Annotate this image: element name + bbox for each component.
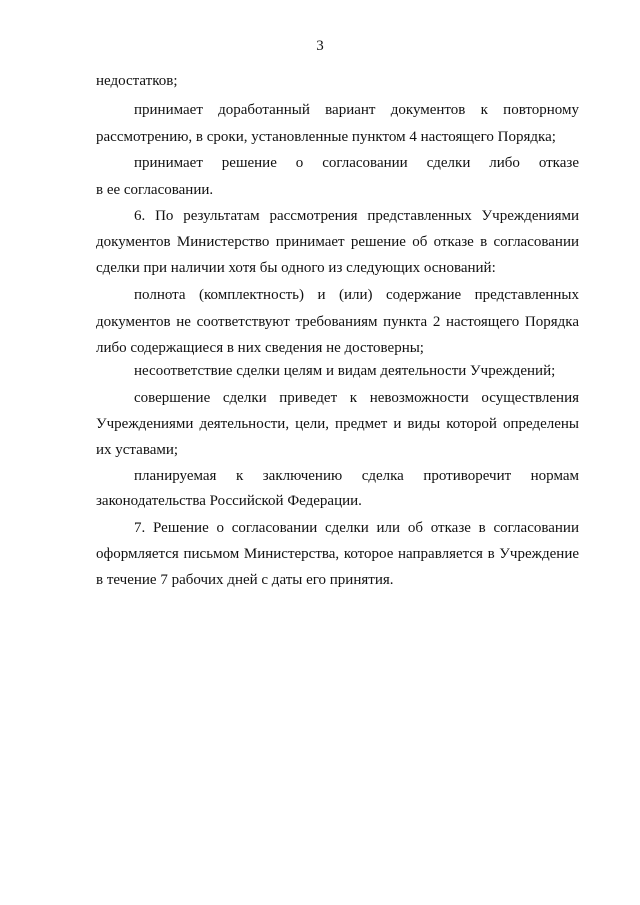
- text-line: документов Министерство принимает решение об отказе в согласовании: [96, 234, 579, 250]
- text-line: либо содержащиеся в них сведения не достоверны;: [96, 340, 424, 356]
- text-line: в ее согласовании.: [96, 182, 214, 198]
- text-line: совершение сделки приведет к невозможности осуществления: [134, 390, 579, 406]
- text-line: документов не соответствуют требованиям пункта 2 настоящего Порядка: [96, 314, 579, 330]
- text-line: Учреждениями деятельности, цели, предмет и виды которой определены: [96, 416, 579, 432]
- text-line: оформляется письмом Министерства, которое направляется в Учреждение: [96, 546, 579, 562]
- text-line: сделки при наличии хотя бы одного из следующих оснований:: [96, 260, 496, 276]
- text-line: в течение 7 рабочих дней с даты его принятия.: [96, 572, 394, 588]
- text-line: планируемая к заключению сделка противоречит нормам: [134, 468, 579, 484]
- text-line: несоответствие сделки целям и видам деятельности Учреждений;: [134, 363, 556, 379]
- text-line: принимает доработанный вариант документов к повторному: [134, 102, 579, 118]
- text-line: законодательства Российской Федерации.: [96, 493, 362, 509]
- page-number: 3: [316, 38, 324, 54]
- text-line: их уставами;: [96, 442, 179, 458]
- text-line: 6. По результатам рассмотрения представленных Учреждениями: [134, 208, 579, 224]
- text-line: принимает решение о согласовании сделки либо отказе: [134, 155, 579, 171]
- text-line: рассмотрению, в сроки, установленные пунктом 4 настоящего Порядка;: [96, 129, 556, 145]
- text-line: полнота (комплектность) и (или) содержание представленных: [134, 287, 579, 303]
- text-line: недостатков;: [96, 73, 178, 89]
- text-line: 7. Решение о согласовании сделки или об отказе в согласовании: [134, 520, 579, 536]
